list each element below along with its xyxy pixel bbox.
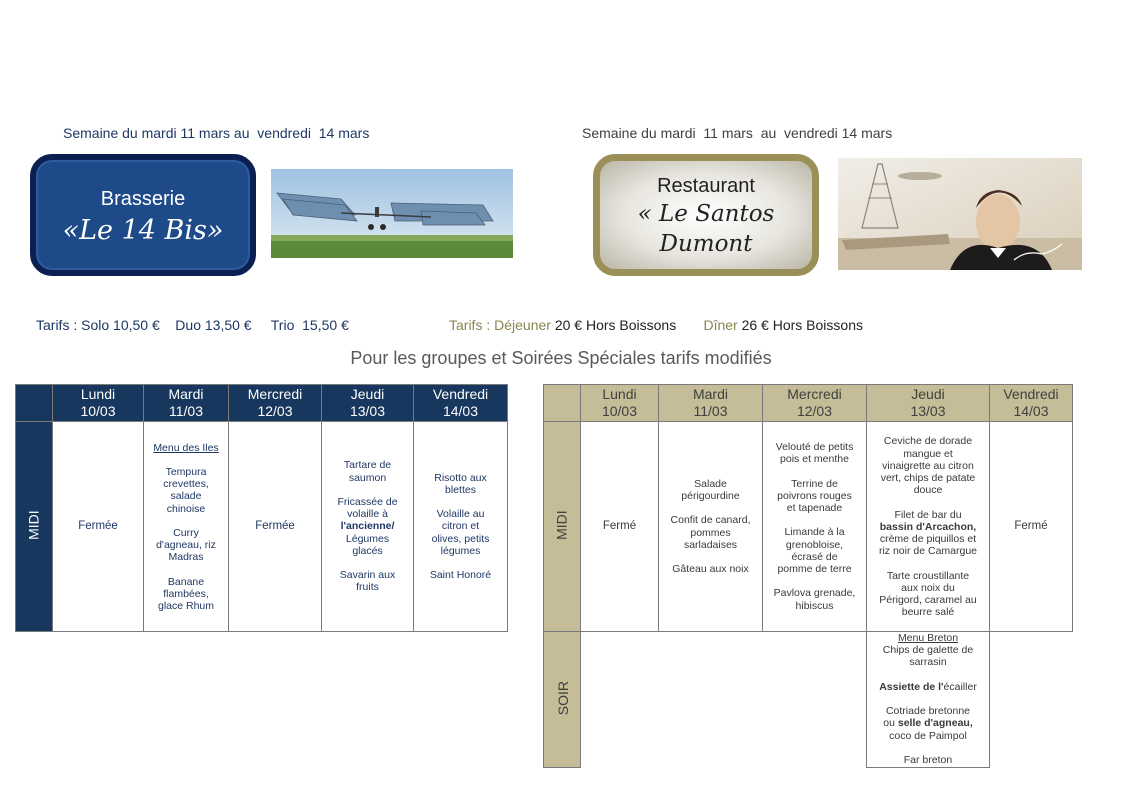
restaurant-header-row [544, 385, 1073, 422]
brasserie-header-row [16, 385, 508, 422]
week-label-restaurant: Semaine du mardi 11 mars au vendredi 14 mars [582, 125, 893, 141]
restaurant-dejeuner-price: 20 € Hors Boissons [550, 317, 677, 333]
header-vendredi: Vendredi 14/03 [990, 385, 1073, 422]
restaurant-midi-row [544, 422, 1073, 632]
restaurant-logo-name-line2: Dumont [659, 231, 753, 257]
soir-empty-cells [581, 632, 867, 768]
midi-lundi-cell: Fermé [581, 422, 659, 632]
brasserie-logo-name: «Le 14 Bis» [62, 215, 224, 246]
midi-mardi-cell: Salade périgourdine Confit de canard, pommes sarladaises Gâteau aux noix [659, 422, 763, 632]
restaurant-diner-price: 26 € Hors Boissons [737, 317, 863, 333]
restaurant-logo-line1: Restaurant [657, 175, 755, 197]
soir-label: SOIR [544, 632, 581, 768]
header-corner [544, 385, 581, 422]
week-label-brasserie: Semaine du mardi 11 mars au vendredi 14 mars [63, 125, 370, 141]
restaurant-logo [593, 154, 819, 276]
brasserie-menu-table [15, 384, 508, 632]
header-mercredi: Mercredi 12/03 [229, 385, 322, 422]
midi-label: MIDI [16, 422, 53, 632]
brasserie-logo [30, 154, 256, 276]
midi-vendredi-cell: Fermé [990, 422, 1073, 632]
header-lundi: Lundi 10/03 [53, 385, 144, 422]
header-jeudi: Jeudi 13/03 [867, 385, 990, 422]
header-mercredi: Mercredi 12/03 [763, 385, 867, 422]
groups-note: Pour les groupes et Soirées Spéciales tarifs modifiés [350, 348, 772, 368]
header-lundi: Lundi 10/03 [581, 385, 659, 422]
restaurant-tarifs-label: Tarifs : Déjeuner [449, 317, 551, 333]
lundi-cell: Fermée [53, 422, 144, 632]
vendredi-cell: Risotto aux blettes Volaille au citron et olives, petits légumes Saint Honoré [414, 422, 508, 632]
restaurant-tarifs [449, 317, 863, 333]
restaurant-diner-label: Dîner [703, 317, 738, 333]
jeudi-cell: Tartare de saumon Fricassée de volaille à l'ancienne/ Légumes glacés Savarin aux fruits [322, 422, 414, 632]
brasserie-tarifs: Tarifs : Solo 10,50 € Duo 13,50 € Trio 15,50 € [36, 317, 349, 333]
header-corner [16, 385, 53, 422]
header-jeudi: Jeudi 13/03 [322, 385, 414, 422]
midi-mercredi-cell: Velouté de petits pois et menthe Terrine de poivrons rouges et tapenade Limande à la grenobloise, écrasé de pomme de terre Pavlova grenade, hibiscus [763, 422, 867, 632]
header-vendredi: Vendredi 14/03 [414, 385, 508, 422]
brasserie-logo-line1: Brasserie [100, 188, 186, 210]
header-mardi: Mardi 11/03 [144, 385, 229, 422]
header-mardi: Mardi 11/03 [659, 385, 763, 422]
brasserie-midi-row [16, 422, 508, 632]
soir-vendredi-cell [990, 632, 1073, 768]
midi-label: MIDI [544, 422, 581, 632]
soir-jeudi-cell: Menu Breton Chips de galette de sarrasin Assiette de l'écailler Cotriade bretonne ou selle d'agneau, coco de Paimpol Far breton [867, 632, 990, 768]
airplane-photo [271, 169, 513, 258]
restaurant-logo-name-line1: « Le Santos [637, 201, 775, 227]
restaurant-menu-table [543, 384, 1073, 768]
midi-jeudi-cell: Ceviche de dorade mangue et vinaigrette au citron vert, chips de patate douce Filet de bar du bassin d'Arcachon, crème de piquillos et riz noir de Camargue Tarte croustillante aux noix du Périgord, caramel au beurre salé [867, 422, 990, 632]
mercredi-cell: Fermée [229, 422, 322, 632]
santos-dumont-photo [838, 158, 1082, 270]
mardi-cell: Menu des Iles Tempura crevettes, salade chinoise Curry d'agneau, riz Madras Banane flambées, glace Rhum [144, 422, 229, 632]
restaurant-soir-row [544, 632, 1073, 768]
